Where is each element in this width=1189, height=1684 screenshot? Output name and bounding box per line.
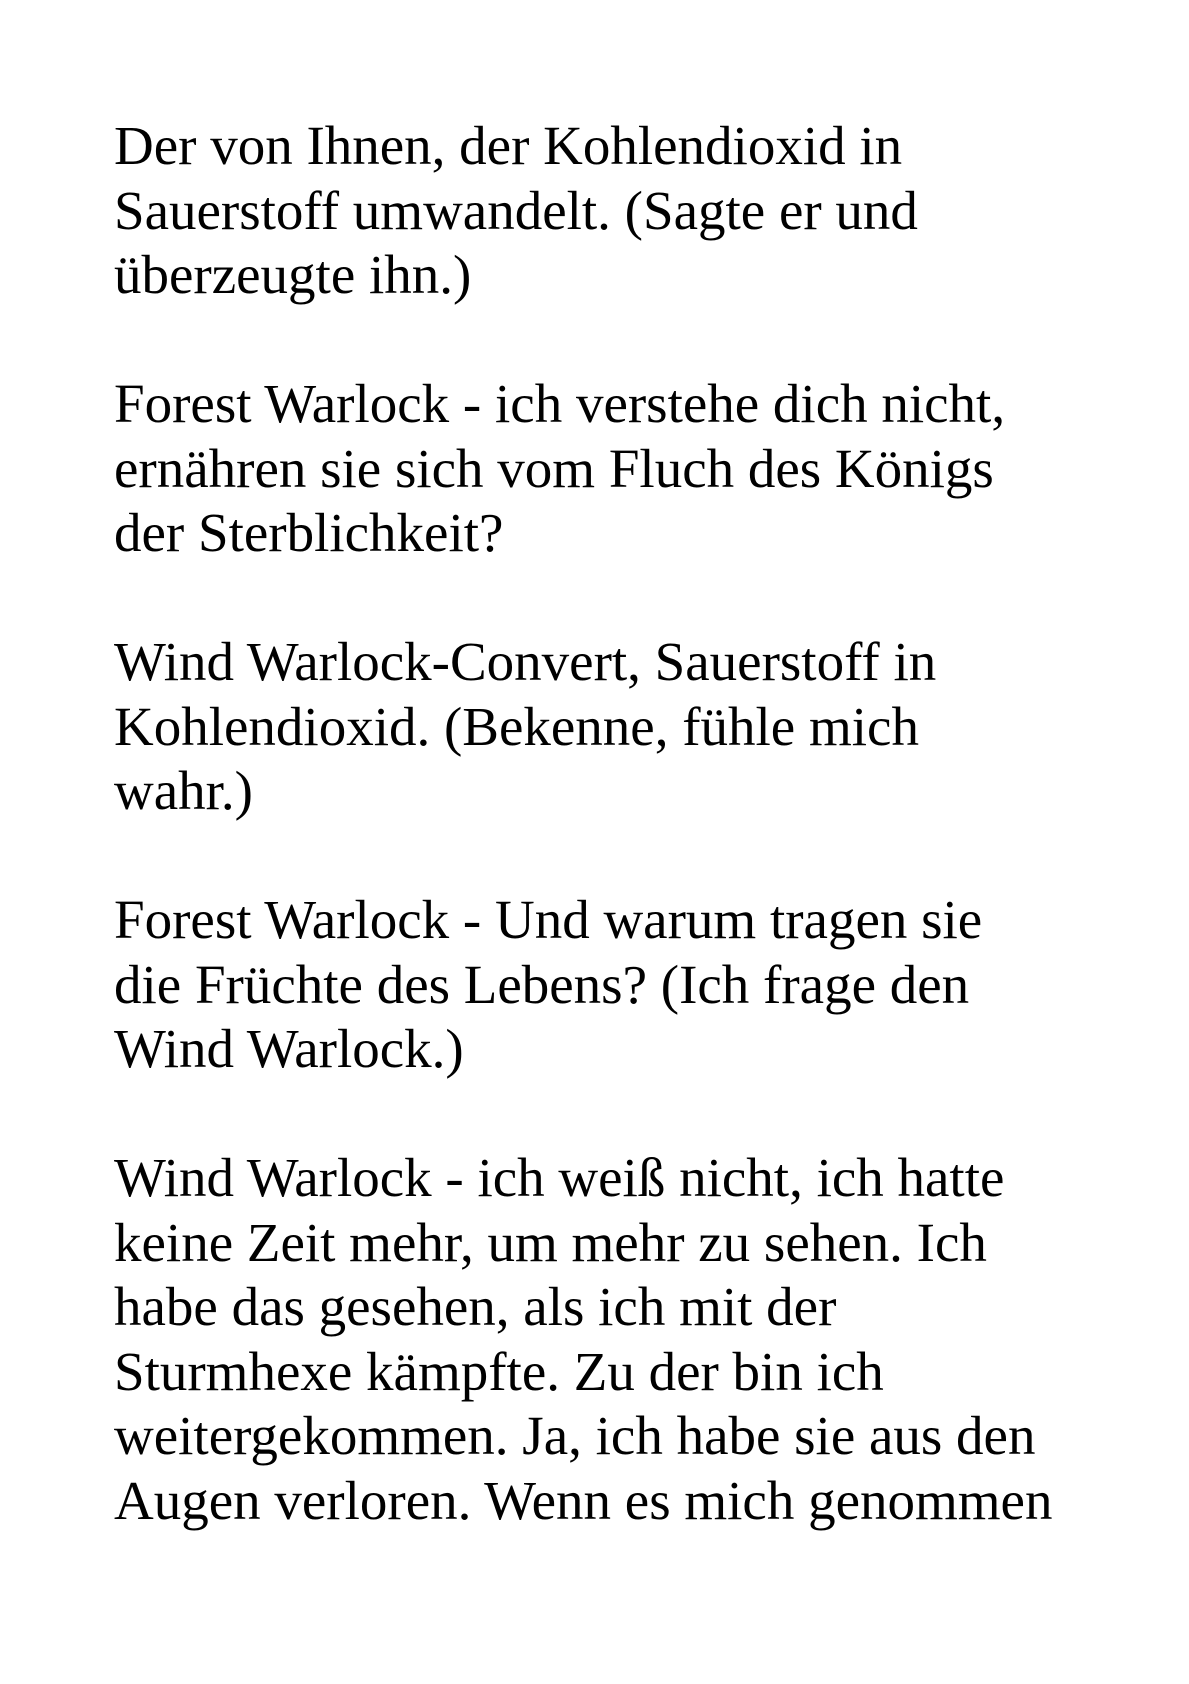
paragraph-line: Forest Warlock - Und warum tragen sie: [114, 889, 983, 950]
paragraph-line: wahr.): [114, 760, 253, 821]
paragraph-line: Kohlendioxid. (Bekenne, fühle mich: [114, 695, 919, 757]
paragraph-2: [114, 372, 1174, 566]
paragraph-line: Wind Warlock - ich weiß nicht, ich hatte: [114, 1147, 1005, 1208]
paragraph-line: Sturmhexe kämpfte. Zu der bin ich: [114, 1340, 884, 1402]
paragraph-4: [114, 888, 1174, 1082]
paragraph-line: Wind Warlock.): [114, 1018, 464, 1079]
paragraph-line: weitergekommen. Ja, ich habe sie aus den: [114, 1405, 1036, 1466]
paragraph-line: Der von Ihnen, der Kohlendioxid in: [114, 115, 903, 176]
paragraph-line: der Sterblichkeit?: [114, 502, 504, 563]
paragraph-line: überzeugte ihn.): [114, 244, 472, 305]
paragraph-line: Sauerstoff umwandelt. (Sagte er und: [114, 179, 918, 241]
paragraph-1: [114, 114, 1174, 308]
paragraph-line: Augen verloren. Wenn es mich genommen: [114, 1469, 1053, 1531]
paragraph-line: Wind Warlock-Convert, Sauerstoff in: [114, 631, 937, 692]
paragraph-line: Forest Warlock - ich verstehe dich nicht,: [114, 373, 1006, 434]
paragraph-5: [114, 1146, 1174, 1533]
paragraph-line: habe das gesehen, als ich mit der: [114, 1276, 837, 1337]
paragraph-line: die Früchte des Lebens? (Ich frage den: [114, 953, 970, 1015]
paragraph-line: keine Zeit mehr, um mehr zu sehen. Ich: [114, 1211, 987, 1273]
paragraph-line: ernähren sie sich vom Fluch des Königs: [114, 437, 994, 499]
paragraph-3: [114, 630, 1174, 824]
